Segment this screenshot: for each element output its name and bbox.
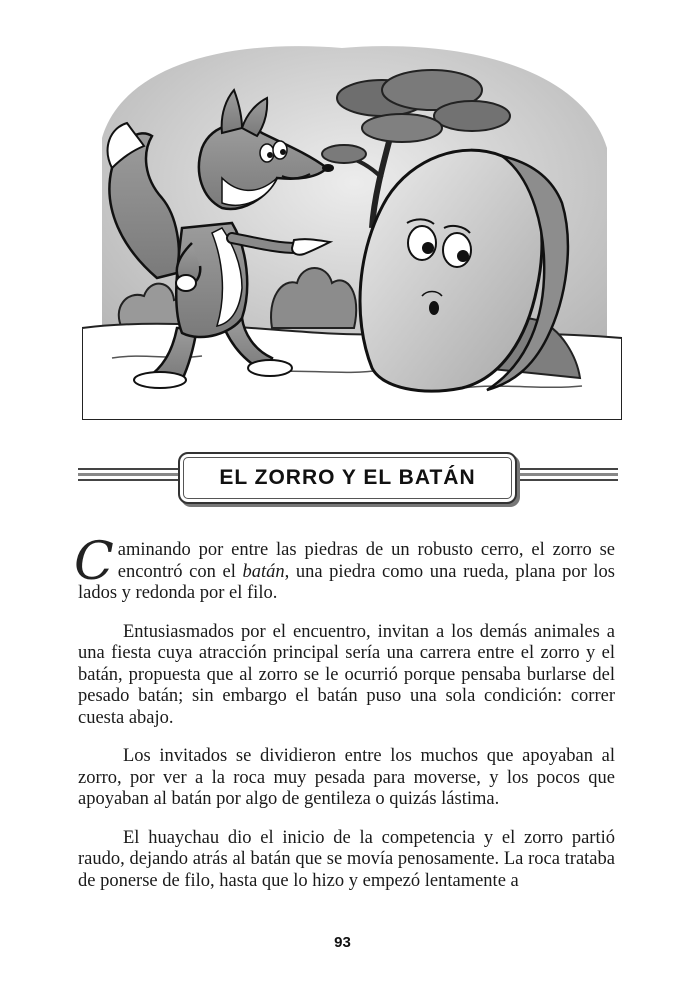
story-body	[74, 532, 615, 892]
fox-and-millstone-illustration	[82, 28, 622, 420]
title-frame	[178, 452, 517, 504]
paragraph-1-tail: , una piedra como una rueda, plana por los lados y redonda por el filo.	[78, 561, 615, 603]
title-banner	[78, 452, 618, 504]
paragraph-1-lead: aminando por entre las piedras de un robusto cerro, el zorro se encontró con el	[117, 540, 615, 582]
page-number: 93	[334, 934, 351, 951]
paragraph-1-emphasis: batán	[242, 561, 285, 582]
paragraph-4: El huaychau dio el inicio de la competencia y el zorro partió raudo, dejando atrás al batán que se movía penosamente. La roca trataba de ponerse de filo, hasta que lo hizo y empezó lentamente a	[78, 827, 615, 891]
drop-cap: C	[74, 532, 114, 592]
paragraph-1	[74, 532, 615, 605]
paragraph-2: Entusiasmados por el encuentro, invitan a los demás animales a una fiesta cuya atracción principal sería una carrera entre el zorro y el batán, propuesta que al zorro se le ocurrió porque pensaba burlarse del pesado batán; sin embargo el batán puso una sola condición: correr cuesta abajo.	[78, 621, 615, 728]
story-title: EL ZORRO Y EL BATÁN	[219, 466, 476, 489]
paragraph-3: Los invitados se dividieron entre los muchos que apoyaban al zorro, por ver a la roca muy pesada para moverse, y los pocos que apoyaban al batán por algo de gentileza o quizás lástima.	[78, 746, 615, 809]
